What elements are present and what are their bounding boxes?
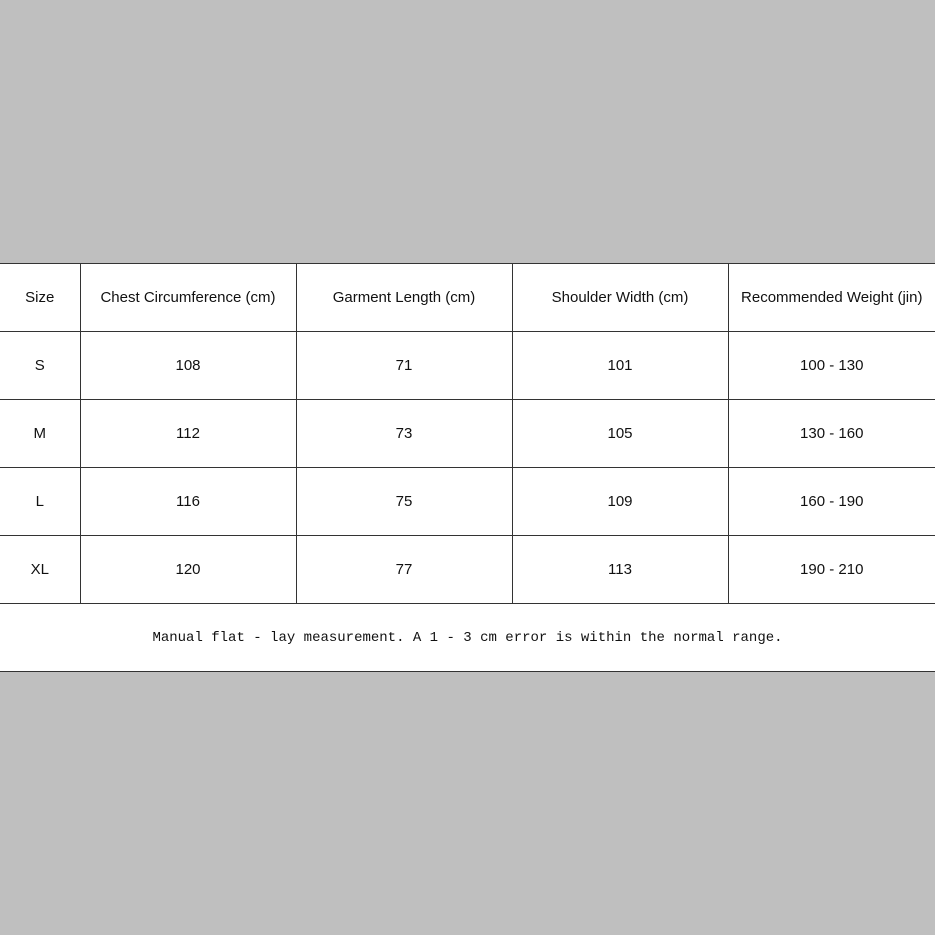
cell-size: S bbox=[0, 332, 80, 400]
header-shoulder-width: Shoulder Width (cm) bbox=[512, 264, 728, 332]
cell-weight: 160 - 190 bbox=[728, 468, 935, 536]
table-row bbox=[0, 468, 935, 536]
cell-length: 77 bbox=[296, 536, 512, 604]
header-size: Size bbox=[0, 264, 80, 332]
cell-chest: 112 bbox=[80, 400, 296, 468]
cell-size: L bbox=[0, 468, 80, 536]
cell-length: 75 bbox=[296, 468, 512, 536]
cell-size: XL bbox=[0, 536, 80, 604]
header-recommended-weight: Recommended Weight (jin) bbox=[728, 264, 935, 332]
cell-length: 71 bbox=[296, 332, 512, 400]
cell-weight: 100 - 130 bbox=[728, 332, 935, 400]
size-table bbox=[0, 264, 935, 604]
header-chest-circumference: Chest Circumference (cm) bbox=[80, 264, 296, 332]
size-chart bbox=[0, 263, 935, 672]
table-row bbox=[0, 332, 935, 400]
header-garment-length: Garment Length (cm) bbox=[296, 264, 512, 332]
cell-shoulder: 113 bbox=[512, 536, 728, 604]
cell-weight: 130 - 160 bbox=[728, 400, 935, 468]
table-row bbox=[0, 400, 935, 468]
cell-weight: 190 - 210 bbox=[728, 536, 935, 604]
cell-shoulder: 101 bbox=[512, 332, 728, 400]
cell-chest: 108 bbox=[80, 332, 296, 400]
cell-chest: 120 bbox=[80, 536, 296, 604]
cell-shoulder: 109 bbox=[512, 468, 728, 536]
cell-length: 73 bbox=[296, 400, 512, 468]
cell-size: M bbox=[0, 400, 80, 468]
header-row bbox=[0, 264, 935, 332]
table-row bbox=[0, 536, 935, 604]
cell-shoulder: 105 bbox=[512, 400, 728, 468]
measurement-note: Manual flat - lay measurement. A 1 - 3 cm error is within the normal range. bbox=[152, 630, 783, 646]
cell-chest: 116 bbox=[80, 468, 296, 536]
